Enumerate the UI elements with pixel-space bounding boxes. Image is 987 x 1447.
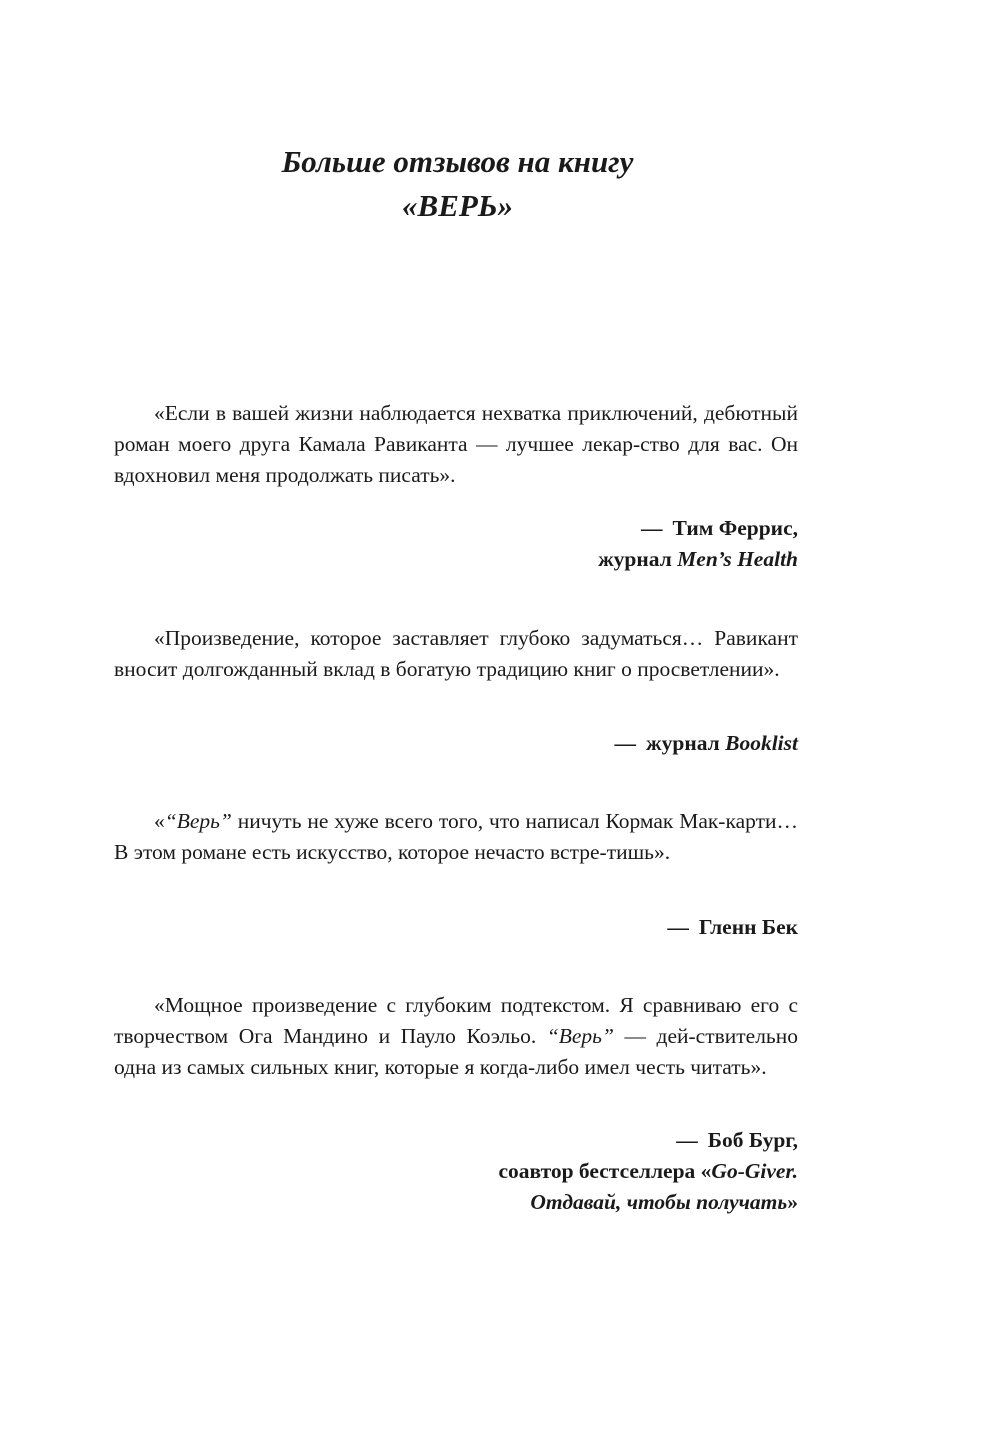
- review-source-prefix-4: соавтор бестселлера «: [498, 1159, 712, 1183]
- review-source-2: Booklist: [725, 731, 798, 755]
- review-4-line-1: «Мощное произведение с глубоким подтекстом. Я сравниваю: [154, 993, 742, 1017]
- review-2-line-2: Равикант вносит долгожданный вклад в богатую традицию книг: [114, 626, 799, 681]
- review-source-4-part-1: Go-Giver.: [711, 1159, 798, 1183]
- review-4-line-4: имел честь читать».: [584, 1055, 767, 1079]
- review-source-prefix-1: журнал: [598, 547, 672, 571]
- review-4-line-3: ствительно одна из самых сильных книг, которые я когда-либо: [114, 1024, 798, 1079]
- page-title-line-2: «ВЕРЬ»: [402, 188, 513, 223]
- review-3-line-3: тишь».: [606, 840, 671, 864]
- attribution-dash: —: [614, 731, 637, 755]
- review-attribution-4: [114, 1125, 798, 1218]
- review-source-4-part-2: Отдавай, чтобы получать: [530, 1190, 788, 1214]
- review-quote-3: [114, 806, 798, 868]
- review-attribution-1: [114, 513, 798, 575]
- review-source-close-4: »: [787, 1190, 798, 1214]
- review-author-1: Тим Феррис,: [672, 516, 798, 540]
- review-4-line-2-start: его с творчеством Ога Мандино и Пауло Коэльо.: [114, 993, 798, 1048]
- review-author-3: Гленн Бек: [698, 915, 798, 939]
- review-source-1: Men’s Health: [677, 547, 798, 571]
- review-3-open-quote: «: [154, 809, 165, 833]
- page-title-line-1: Больше отзывов на книгу: [281, 144, 634, 179]
- review-attribution-3: [114, 912, 798, 943]
- review-source-prefix-2: журнал: [646, 731, 720, 755]
- review-1-line-2: дебютный роман моего друга Камала Равиканта — лучшее лекар-: [114, 401, 798, 456]
- review-4-book-title: “Верь”: [546, 1024, 614, 1048]
- review-quote-2: [114, 623, 798, 685]
- review-3-line-2: карти… В этом романе есть искусство, которое нечасто встре-: [114, 809, 798, 864]
- review-2-line-3: о просветлении».: [621, 657, 780, 681]
- review-quote-4: [114, 990, 798, 1083]
- review-3-line-1: ничуть не хуже всего того, что написал Кормак Мак-: [231, 809, 726, 833]
- attribution-dash: —: [667, 915, 689, 939]
- page-title: [0, 140, 915, 228]
- attribution-dash: —: [641, 516, 663, 540]
- review-quote-1: [114, 398, 798, 491]
- review-author-4: Боб Бург,: [707, 1128, 798, 1152]
- review-attribution-2: [114, 728, 798, 759]
- attribution-dash: —: [676, 1128, 698, 1152]
- review-2-line-1: «Произведение, которое заставляет глубоко задуматься…: [154, 626, 704, 650]
- review-3-book-title: “Верь”: [164, 809, 232, 833]
- review-4-line-2-end: — дей-: [613, 1024, 696, 1048]
- review-1-line-3: ство для вас. Он вдохновил меня продолжать писать».: [114, 432, 798, 487]
- review-1-line-1: «Если в вашей жизни наблюдается нехватка приключений,: [154, 401, 698, 425]
